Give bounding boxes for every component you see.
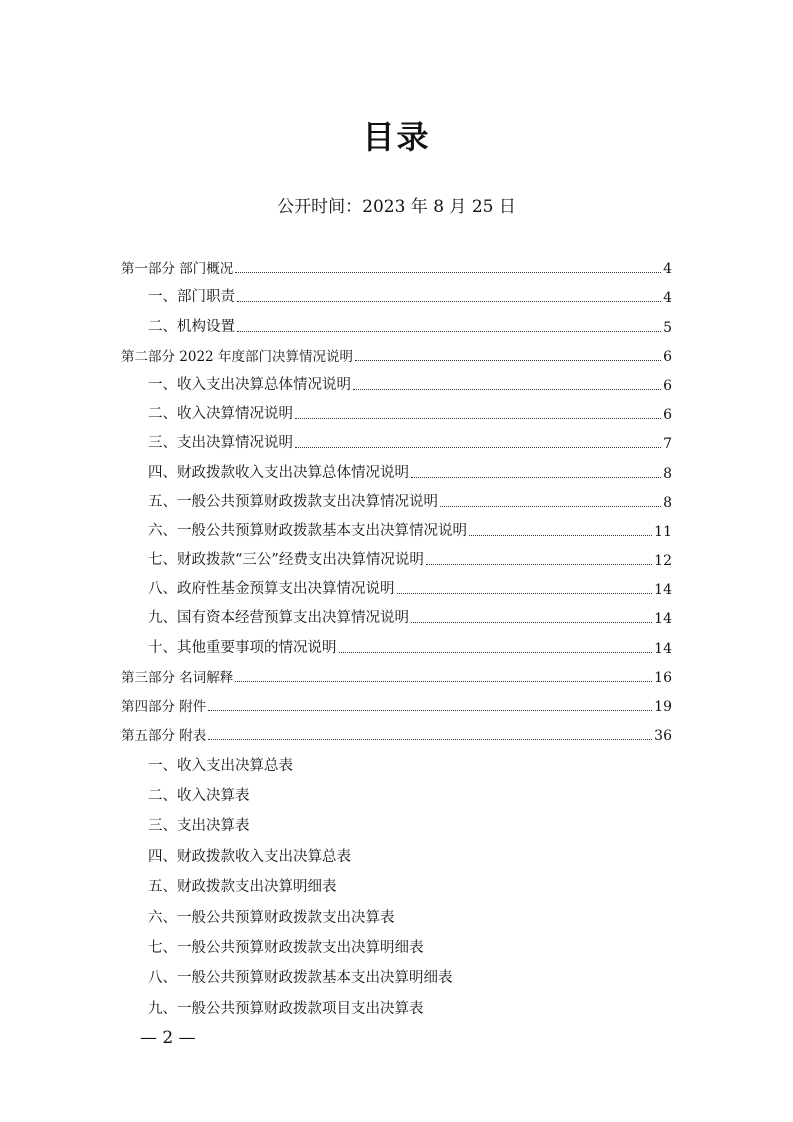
dot-leader xyxy=(295,418,661,419)
dot-leader xyxy=(339,652,653,653)
appendix-table-label: 一、收入支出决算总表 xyxy=(148,757,293,774)
toc-entry[interactable] xyxy=(121,719,672,748)
toc-entry[interactable] xyxy=(148,281,672,310)
dot-leader xyxy=(235,272,661,273)
dot-leader xyxy=(353,389,661,390)
toc-entry-label: 四、财政拨款收入支出决算总体情况说明 xyxy=(148,464,409,481)
toc-entry-label: 第四部分 附件 xyxy=(121,699,207,715)
toc-entry[interactable] xyxy=(121,252,672,281)
toc-entry-label: 第三部分 名词解释 xyxy=(121,669,234,686)
dot-leader xyxy=(397,593,653,594)
toc-entry[interactable] xyxy=(148,456,672,485)
toc-entry-page: 6 xyxy=(663,407,672,424)
toc-entry-page: 4 xyxy=(663,261,672,278)
toc-entry[interactable] xyxy=(148,398,672,427)
toc-entry-label: 二、机构设置 xyxy=(148,318,235,335)
toc-entry[interactable] xyxy=(148,515,672,544)
publish-date: 公开时间：2023 年 8 月 25 日 xyxy=(277,197,516,217)
dot-leader xyxy=(237,301,661,302)
toc-entry[interactable] xyxy=(148,427,672,456)
appendix-table-label: 二、收入决算表 xyxy=(148,787,250,804)
dot-leader xyxy=(208,739,652,740)
toc-entry[interactable] xyxy=(148,544,672,573)
toc-entry-label: 五、一般公共预算财政拨款支出决算情况说明 xyxy=(148,493,438,510)
toc-entry[interactable] xyxy=(121,690,672,719)
toc-entry-page: 14 xyxy=(654,611,672,628)
page-title: 目录 xyxy=(362,118,431,157)
appendix-table-item[interactable] xyxy=(148,900,672,930)
dot-leader xyxy=(440,506,661,507)
dot-leader xyxy=(208,710,652,711)
toc-entry-page: 8 xyxy=(663,465,672,482)
toc-entry[interactable] xyxy=(121,661,672,690)
toc-entry[interactable] xyxy=(121,340,672,369)
toc-entry-label: 第一部分 部门概况 xyxy=(121,261,234,278)
toc-entry-page: 8 xyxy=(663,494,672,511)
appendix-table-label: 四、财政拨款收入支出决算总表 xyxy=(148,848,351,865)
appendix-table-label: 七、一般公共预算财政拨款支出决算明细表 xyxy=(148,939,424,956)
toc-entry-label: 九、国有资本经营预算支出决算情况说明 xyxy=(148,610,409,627)
toc-entry-page: 11 xyxy=(654,523,672,540)
toc-entry-label: 八、政府性基金预算支出决算情况说明 xyxy=(148,581,395,598)
toc-entry-page: 19 xyxy=(654,699,672,715)
toc-entry[interactable] xyxy=(148,486,672,515)
toc-entry-page: 5 xyxy=(663,319,672,336)
table-of-contents xyxy=(0,252,793,1022)
toc-entry-label: 一、部门职责 xyxy=(148,289,235,306)
appendix-table-item[interactable] xyxy=(148,961,672,991)
dot-leader xyxy=(295,447,661,448)
appendix-table-item[interactable] xyxy=(148,931,672,961)
toc-entry-label: 三、支出决算情况说明 xyxy=(148,435,293,452)
page-number: — 2 — xyxy=(140,1028,196,1048)
dot-leader xyxy=(426,564,652,565)
appendix-table-item[interactable] xyxy=(148,870,672,900)
dot-leader xyxy=(235,681,652,682)
appendix-table-item[interactable] xyxy=(148,779,672,809)
toc-entry-label: 七、财政拨款“三公”经费支出决算情况说明 xyxy=(148,552,424,569)
toc-entry-label: 二、收入决算情况说明 xyxy=(148,406,293,423)
appendix-table-label: 三、支出决算表 xyxy=(148,818,250,835)
toc-entry-label: 第二部分 2022 年度部门决算情况说明 xyxy=(121,348,353,365)
dot-leader xyxy=(411,477,661,478)
toc-entry-label: 六、一般公共预算财政拨款基本支出决算情况说明 xyxy=(148,522,467,539)
appendix-table-label: 九、一般公共预算财政拨款项目支出决算表 xyxy=(148,1000,424,1017)
appendix-table-label: 六、一般公共预算财政拨款支出决算表 xyxy=(148,909,395,926)
toc-entry-page: 6 xyxy=(663,348,672,365)
toc-entry-page: 14 xyxy=(654,582,672,599)
dot-leader xyxy=(411,622,652,623)
toc-entry[interactable] xyxy=(148,369,672,398)
toc-entry-page: 6 xyxy=(663,377,672,394)
appendix-table-item[interactable] xyxy=(148,991,672,1021)
toc-entry-label: 一、收入支出决算总体情况说明 xyxy=(148,376,351,393)
toc-entry[interactable] xyxy=(148,631,672,660)
appendix-table-item[interactable] xyxy=(148,839,672,869)
dot-leader xyxy=(469,535,652,536)
toc-entry-page: 4 xyxy=(663,290,672,307)
toc-entry-page: 14 xyxy=(654,640,672,657)
appendix-table-label: 八、一般公共预算财政拨款基本支出决算明细表 xyxy=(148,970,453,987)
dot-leader xyxy=(237,331,661,332)
toc-entry[interactable] xyxy=(148,602,672,631)
appendix-table-item[interactable] xyxy=(148,809,672,839)
toc-entry[interactable] xyxy=(148,573,672,602)
toc-entry-label: 第五部分 附表 xyxy=(121,728,207,745)
toc-entry-page: 7 xyxy=(663,436,672,453)
toc-entry-page: 36 xyxy=(654,728,672,745)
toc-entry-page: 16 xyxy=(654,669,672,686)
appendix-table-item[interactable] xyxy=(148,748,672,778)
toc-entry[interactable] xyxy=(148,310,672,339)
toc-entry-label: 十、其他重要事项的情况说明 xyxy=(148,639,337,656)
toc-entry-page: 12 xyxy=(654,553,672,570)
dot-leader xyxy=(355,360,661,361)
appendix-table-label: 五、财政拨款支出决算明细表 xyxy=(148,879,337,896)
